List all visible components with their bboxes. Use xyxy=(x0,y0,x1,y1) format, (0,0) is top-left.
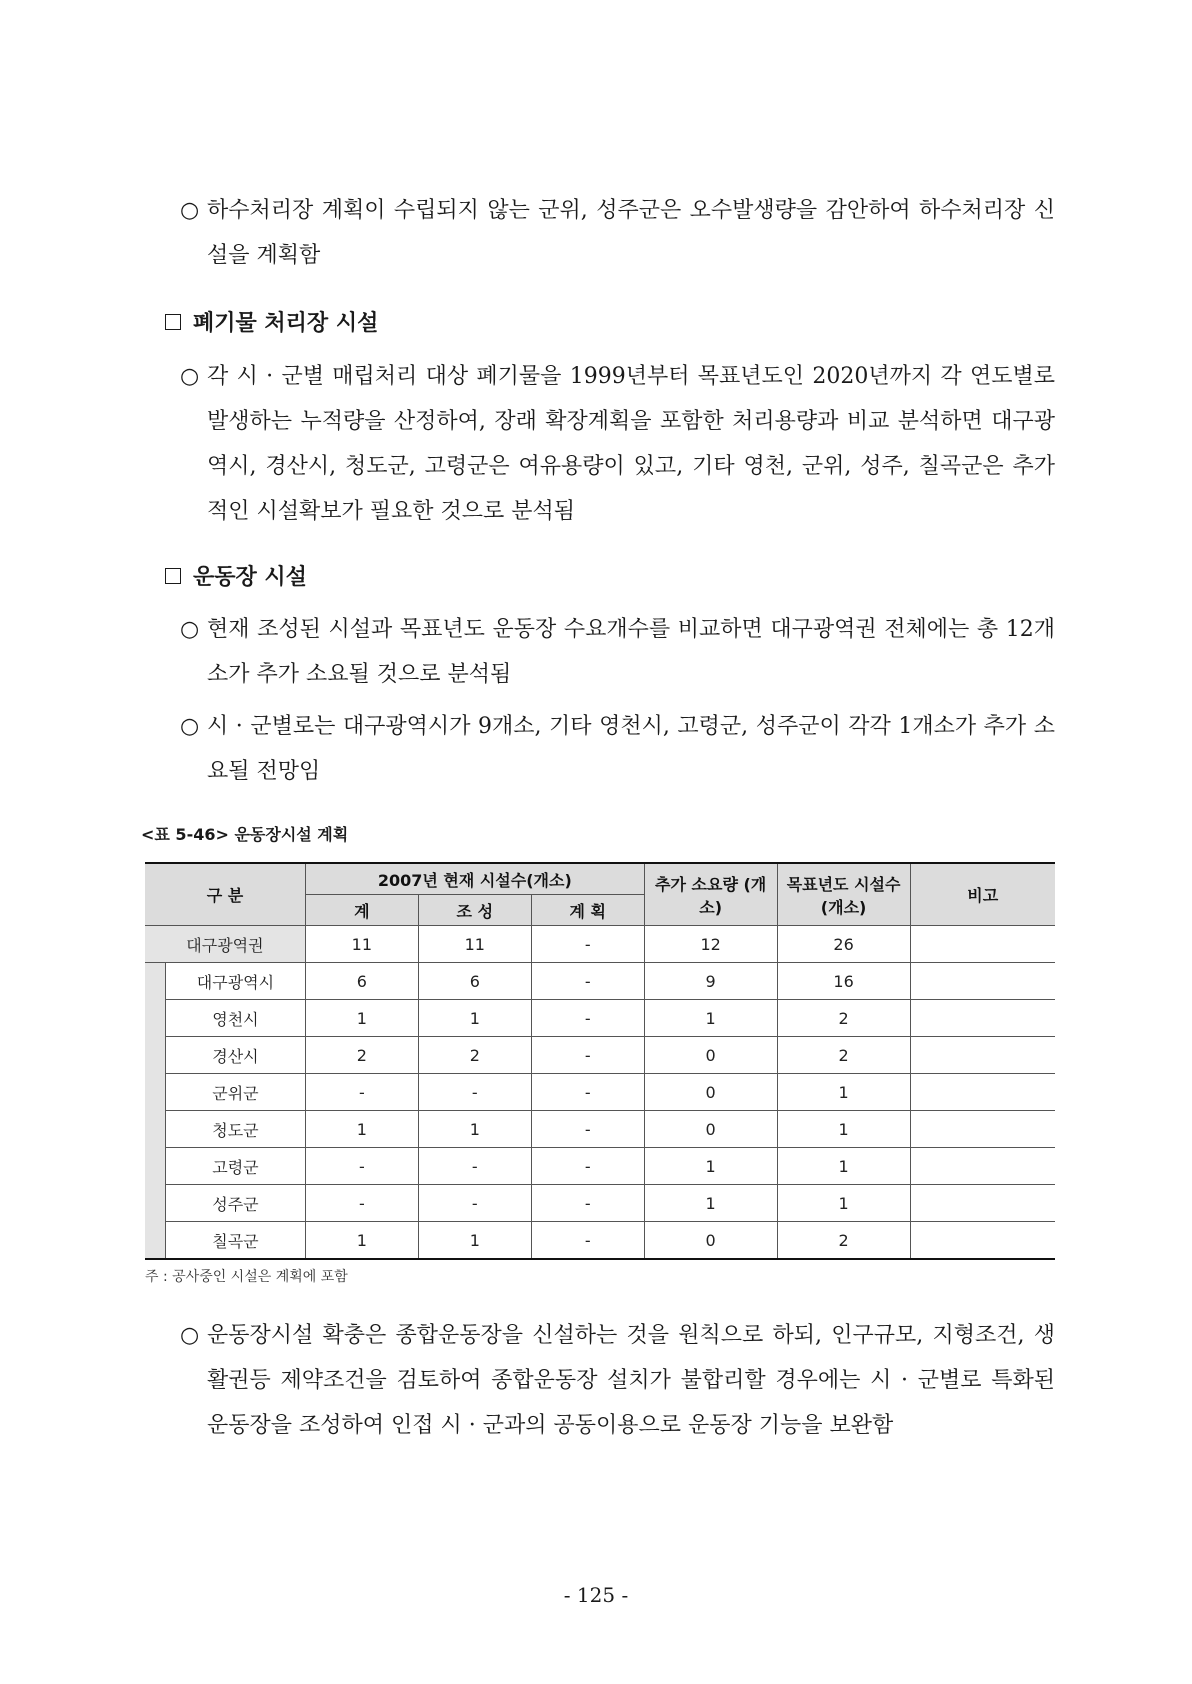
cell-target: 1 xyxy=(777,1148,910,1185)
cell-area: 대구광역시 xyxy=(165,963,305,1000)
paragraph-stadium-by-city xyxy=(180,704,1055,794)
paragraph-stadium-expansion xyxy=(180,1313,1055,1448)
checkbox-square-icon xyxy=(165,314,181,330)
cell-area: 대구광역권 xyxy=(145,926,305,963)
cell-planned: - xyxy=(531,1222,644,1260)
cell-built: 6 xyxy=(418,963,531,1000)
table-row xyxy=(145,1074,1055,1111)
section-heading-stadium xyxy=(165,560,307,591)
header-current-facilities: 2007년 현재 시설수(개소) xyxy=(305,863,644,895)
cell-sum: 1 xyxy=(305,1000,418,1037)
cell-sum: 2 xyxy=(305,1037,418,1074)
cell-area: 칠곡군 xyxy=(165,1222,305,1260)
cell-additional: 0 xyxy=(644,1222,777,1260)
cell-area: 성주군 xyxy=(165,1185,305,1222)
indent-cell xyxy=(145,1148,165,1185)
paragraph-text: 각 시 · 군별 매립처리 대상 폐기물을 1999년부터 목표년도인 2020년까지 각 연도별로 발생하는 누적량을 산정하여, 장래 확장계획을 포함한 처리용량과 비교 분석하면 대구광역시, 경산시, 청도군, 고령군은 여유용량이 있고, 기타 영천, 군위, 성주, 칠곡군은 추가적인 시설확보가 필요한 것으로 분석됨 xyxy=(207,364,1055,524)
paragraph-text: 현재 조성된 시설과 목표년도 운동장 수요개수를 비교하면 대구광역권 전체에는 총 12개소가 추가 소요될 것으로 분석됨 xyxy=(207,617,1055,687)
cell-target: 2 xyxy=(777,1037,910,1074)
cell-remarks xyxy=(910,1037,1055,1074)
header-built: 조 성 xyxy=(418,895,531,926)
cell-remarks xyxy=(910,1111,1055,1148)
section-heading-waste xyxy=(165,306,378,337)
cell-target: 1 xyxy=(777,1074,910,1111)
paragraph-text: 운동장시설 확충은 종합운동장을 신설하는 것을 원칙으로 하되, 인구규모, 지형조건, 생활권등 제약조건을 검토하여 종합운동장 설치가 불합리할 경우에는 시 · 군별로 특화된 운동장을 조성하여 인접 시 · 군과의 공동이용으로 운동장 기능을 보완함 xyxy=(207,1323,1055,1438)
cell-area: 군위군 xyxy=(165,1074,305,1111)
cell-planned: - xyxy=(531,1074,644,1111)
cell-built: 1 xyxy=(418,1222,531,1260)
cell-sum: 11 xyxy=(305,926,418,963)
cell-sum: 1 xyxy=(305,1222,418,1260)
cell-planned: - xyxy=(531,1148,644,1185)
paragraph-text: 시 · 군별로는 대구광역시가 9개소, 기타 영천시, 고령군, 성주군이 각각 1개소가 추가 소요될 전망임 xyxy=(207,714,1055,784)
cell-remarks xyxy=(910,1148,1055,1185)
indent-cell xyxy=(145,963,165,1000)
table-row xyxy=(145,1185,1055,1222)
cell-remarks xyxy=(910,1074,1055,1111)
cell-target: 1 xyxy=(777,1185,910,1222)
paragraph-stadium-demand xyxy=(180,607,1055,697)
cell-sum: 1 xyxy=(305,1111,418,1148)
bullet-circle: ○ xyxy=(180,714,200,739)
cell-remarks xyxy=(910,1000,1055,1037)
paragraph-sewage xyxy=(180,188,1055,278)
cell-additional: 0 xyxy=(644,1037,777,1074)
cell-planned: - xyxy=(531,1000,644,1037)
paragraph-text: 하수처리장 계획이 수립되지 않는 군위, 성주군은 오수발생량을 감안하여 하수처리장 신설을 계획함 xyxy=(207,198,1055,268)
cell-target: 16 xyxy=(777,963,910,1000)
cell-built: 1 xyxy=(418,1000,531,1037)
indent-cell xyxy=(145,1222,165,1260)
cell-planned: - xyxy=(531,963,644,1000)
cell-remarks xyxy=(910,963,1055,1000)
cell-remarks xyxy=(910,1222,1055,1260)
header-division: 구 분 xyxy=(145,863,305,926)
cell-target: 2 xyxy=(777,1000,910,1037)
header-remarks: 비고 xyxy=(910,863,1055,926)
table-caption: <표 5-46> 운동장시설 계획 xyxy=(141,825,349,844)
stadium-plan-table xyxy=(145,862,1055,1260)
header-additional: 추가 소요량 (개소) xyxy=(644,863,777,926)
bullet-circle: ○ xyxy=(180,617,200,642)
cell-additional: 1 xyxy=(644,1148,777,1185)
table-note: 주 : 공사중인 시설은 계획에 포함 xyxy=(145,1269,348,1285)
cell-sum: - xyxy=(305,1074,418,1111)
cell-remarks xyxy=(910,926,1055,963)
indent-cell xyxy=(145,1074,165,1111)
cell-additional: 1 xyxy=(644,1000,777,1037)
table-row-total xyxy=(145,926,1055,963)
cell-built: 11 xyxy=(418,926,531,963)
cell-target: 26 xyxy=(777,926,910,963)
table-row xyxy=(145,1111,1055,1148)
cell-built: - xyxy=(418,1148,531,1185)
cell-planned: - xyxy=(531,1037,644,1074)
cell-remarks xyxy=(910,1185,1055,1222)
heading-text: 폐기물 처리장 시설 xyxy=(193,310,379,336)
header-planned: 계 획 xyxy=(531,895,644,926)
table-row xyxy=(145,1037,1055,1074)
cell-additional: 0 xyxy=(644,1074,777,1111)
page-number: - 125 - xyxy=(563,1583,629,1607)
bullet-circle: ○ xyxy=(180,364,200,389)
cell-sum: 6 xyxy=(305,963,418,1000)
cell-additional: 1 xyxy=(644,1185,777,1222)
cell-planned: - xyxy=(531,926,644,963)
cell-built: - xyxy=(418,1185,531,1222)
indent-cell xyxy=(145,1000,165,1037)
cell-planned: - xyxy=(531,1185,644,1222)
cell-built: - xyxy=(418,1074,531,1111)
cell-sum: - xyxy=(305,1148,418,1185)
cell-additional: 12 xyxy=(644,926,777,963)
cell-area: 경산시 xyxy=(165,1037,305,1074)
cell-built: 1 xyxy=(418,1111,531,1148)
cell-planned: - xyxy=(531,1111,644,1148)
heading-text: 운동장 시설 xyxy=(193,564,307,590)
cell-additional: 9 xyxy=(644,963,777,1000)
indent-cell xyxy=(145,1185,165,1222)
cell-target: 1 xyxy=(777,1111,910,1148)
cell-area: 고령군 xyxy=(165,1148,305,1185)
checkbox-square-icon xyxy=(165,568,181,584)
header-target-facilities: 목표년도 시설수(개소) xyxy=(777,863,910,926)
indent-cell xyxy=(145,1111,165,1148)
cell-sum: - xyxy=(305,1185,418,1222)
header-sum: 계 xyxy=(305,895,418,926)
cell-area: 청도군 xyxy=(165,1111,305,1148)
table-row xyxy=(145,963,1055,1000)
table-row xyxy=(145,1148,1055,1185)
cell-additional: 0 xyxy=(644,1111,777,1148)
paragraph-waste xyxy=(180,354,1055,534)
bullet-circle: ○ xyxy=(180,1323,200,1348)
cell-built: 2 xyxy=(418,1037,531,1074)
bullet-circle: ○ xyxy=(180,198,200,223)
table-row xyxy=(145,1000,1055,1037)
cell-area: 영천시 xyxy=(165,1000,305,1037)
table-row xyxy=(145,1222,1055,1260)
cell-target: 2 xyxy=(777,1222,910,1260)
indent-cell xyxy=(145,1037,165,1074)
